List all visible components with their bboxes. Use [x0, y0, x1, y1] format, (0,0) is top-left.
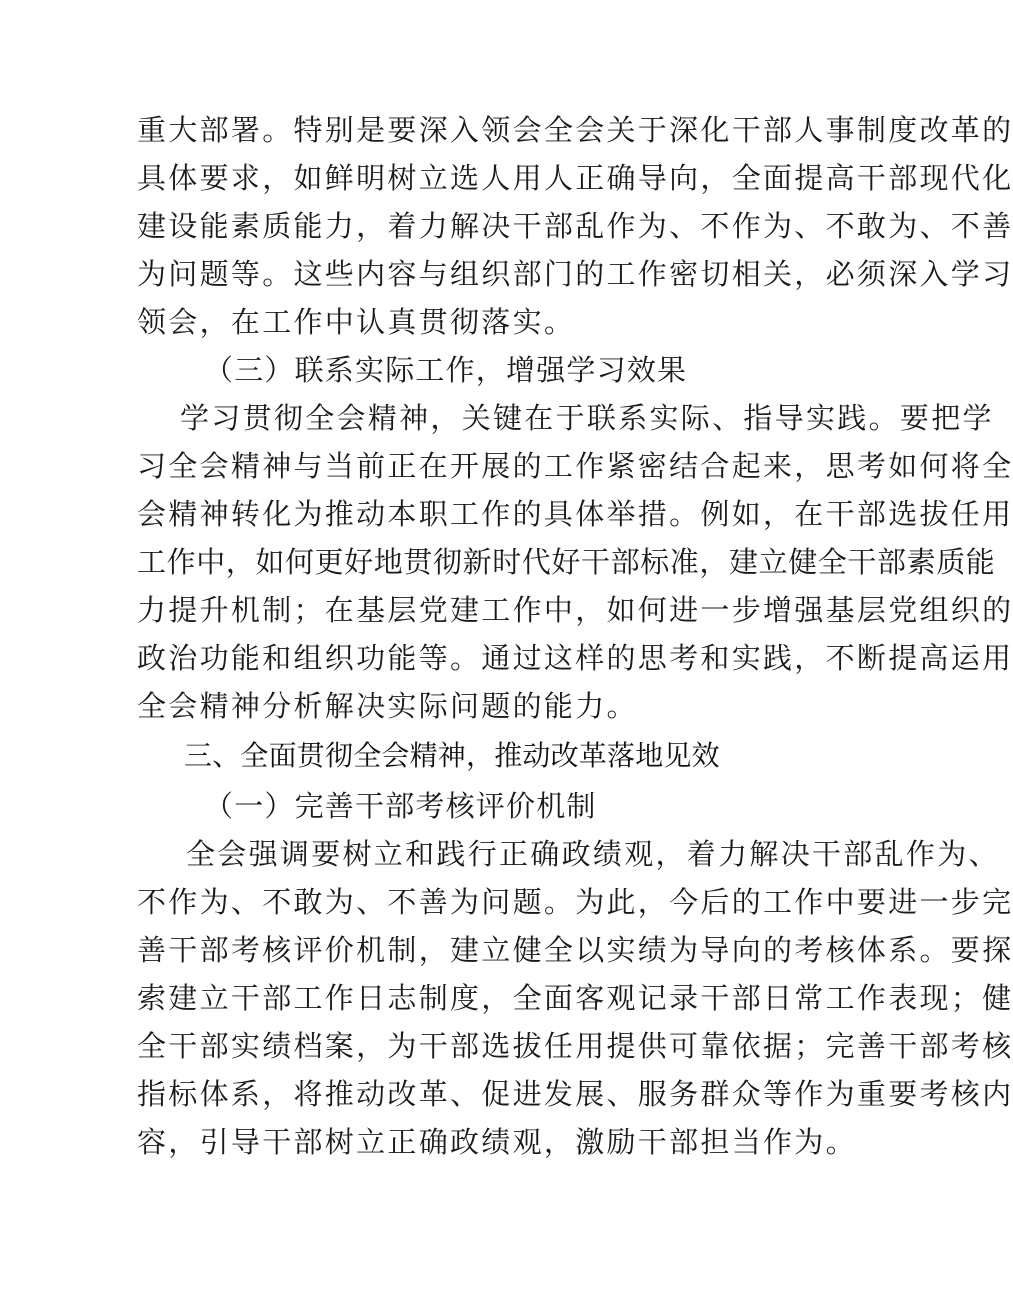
paragraph-1-line-4: 为问题等。这些内容与组织部门的工作密切相关，必须深入学习: [137, 257, 1013, 291]
section-heading: 三、全面贯彻全会精神，推动改革落地见效: [184, 739, 720, 772]
paragraph-3-line-6: 指标体系，将推动改革、促进发展、服务群众等作为重要考核内: [137, 1077, 1013, 1111]
paragraph-2-line-3: 会精神转化为推动本职工作的具体举措。例如，在干部选拔任用: [137, 497, 1013, 531]
paragraph-2-line-2: 习全会精神与当前正在开展的工作紧密结合起来，思考如何将全: [137, 449, 1013, 483]
paragraph-3-line-1: 全会强调要树立和践行正确政绩观，着力解决干部乱作为、: [186, 837, 1000, 871]
paragraph-1-line-3: 建设能素质能力，着力解决干部乱作为、不作为、不敢为、不善: [137, 209, 1013, 243]
paragraph-1-line-5: 领会，在工作中认真贯彻落实。: [137, 305, 576, 339]
paragraph-2-line-7: 全会精神分析解决实际问题的能力。: [137, 689, 638, 723]
paragraph-3-line-2: 不作为、不敢为、不善为问题。为此，今后的工作中要进一步完: [137, 885, 1013, 919]
paragraph-2-line-6: 政治功能和组织功能等。通过这样的思考和实践，不断提高运用: [137, 641, 1013, 675]
paragraph-3-line-4: 索建立干部工作日志制度，全面客观记录干部日常工作表现；健: [137, 981, 1013, 1015]
paragraph-2-line-4: 工作中，如何更好地贯彻新时代好干部标准，建立健全干部素质能: [137, 545, 996, 579]
paragraph-3-line-7: 容，引导干部树立正确政绩观，激励干部担当作为。: [137, 1125, 857, 1159]
paragraph-3-line-5: 全干部实绩档案，为干部选拔任用提供可靠依据；完善干部考核: [137, 1029, 1013, 1063]
paragraph-1-line-2: 具体要求，如鲜明树立选人用人正确导向，全面提高干部现代化: [137, 161, 1013, 195]
subheading-1: （一）完善干部考核评价机制: [204, 789, 597, 823]
paragraph-2-line-1: 学习贯彻全会精神，关键在于联系实际、指导实践。要把学: [180, 401, 994, 435]
subheading-3: （三）联系实际工作，增强学习效果: [204, 353, 688, 387]
paragraph-2-line-5: 力提升机制；在基层党建工作中，如何进一步增强基层党组织的: [137, 593, 1013, 627]
paragraph-3-line-3: 善干部考核评价机制，建立健全以实绩为导向的考核体系。要探: [137, 933, 1013, 967]
paragraph-1-line-1: 重大部署。特别是要深入领会全会关于深化干部人事制度改革的: [137, 113, 1013, 147]
